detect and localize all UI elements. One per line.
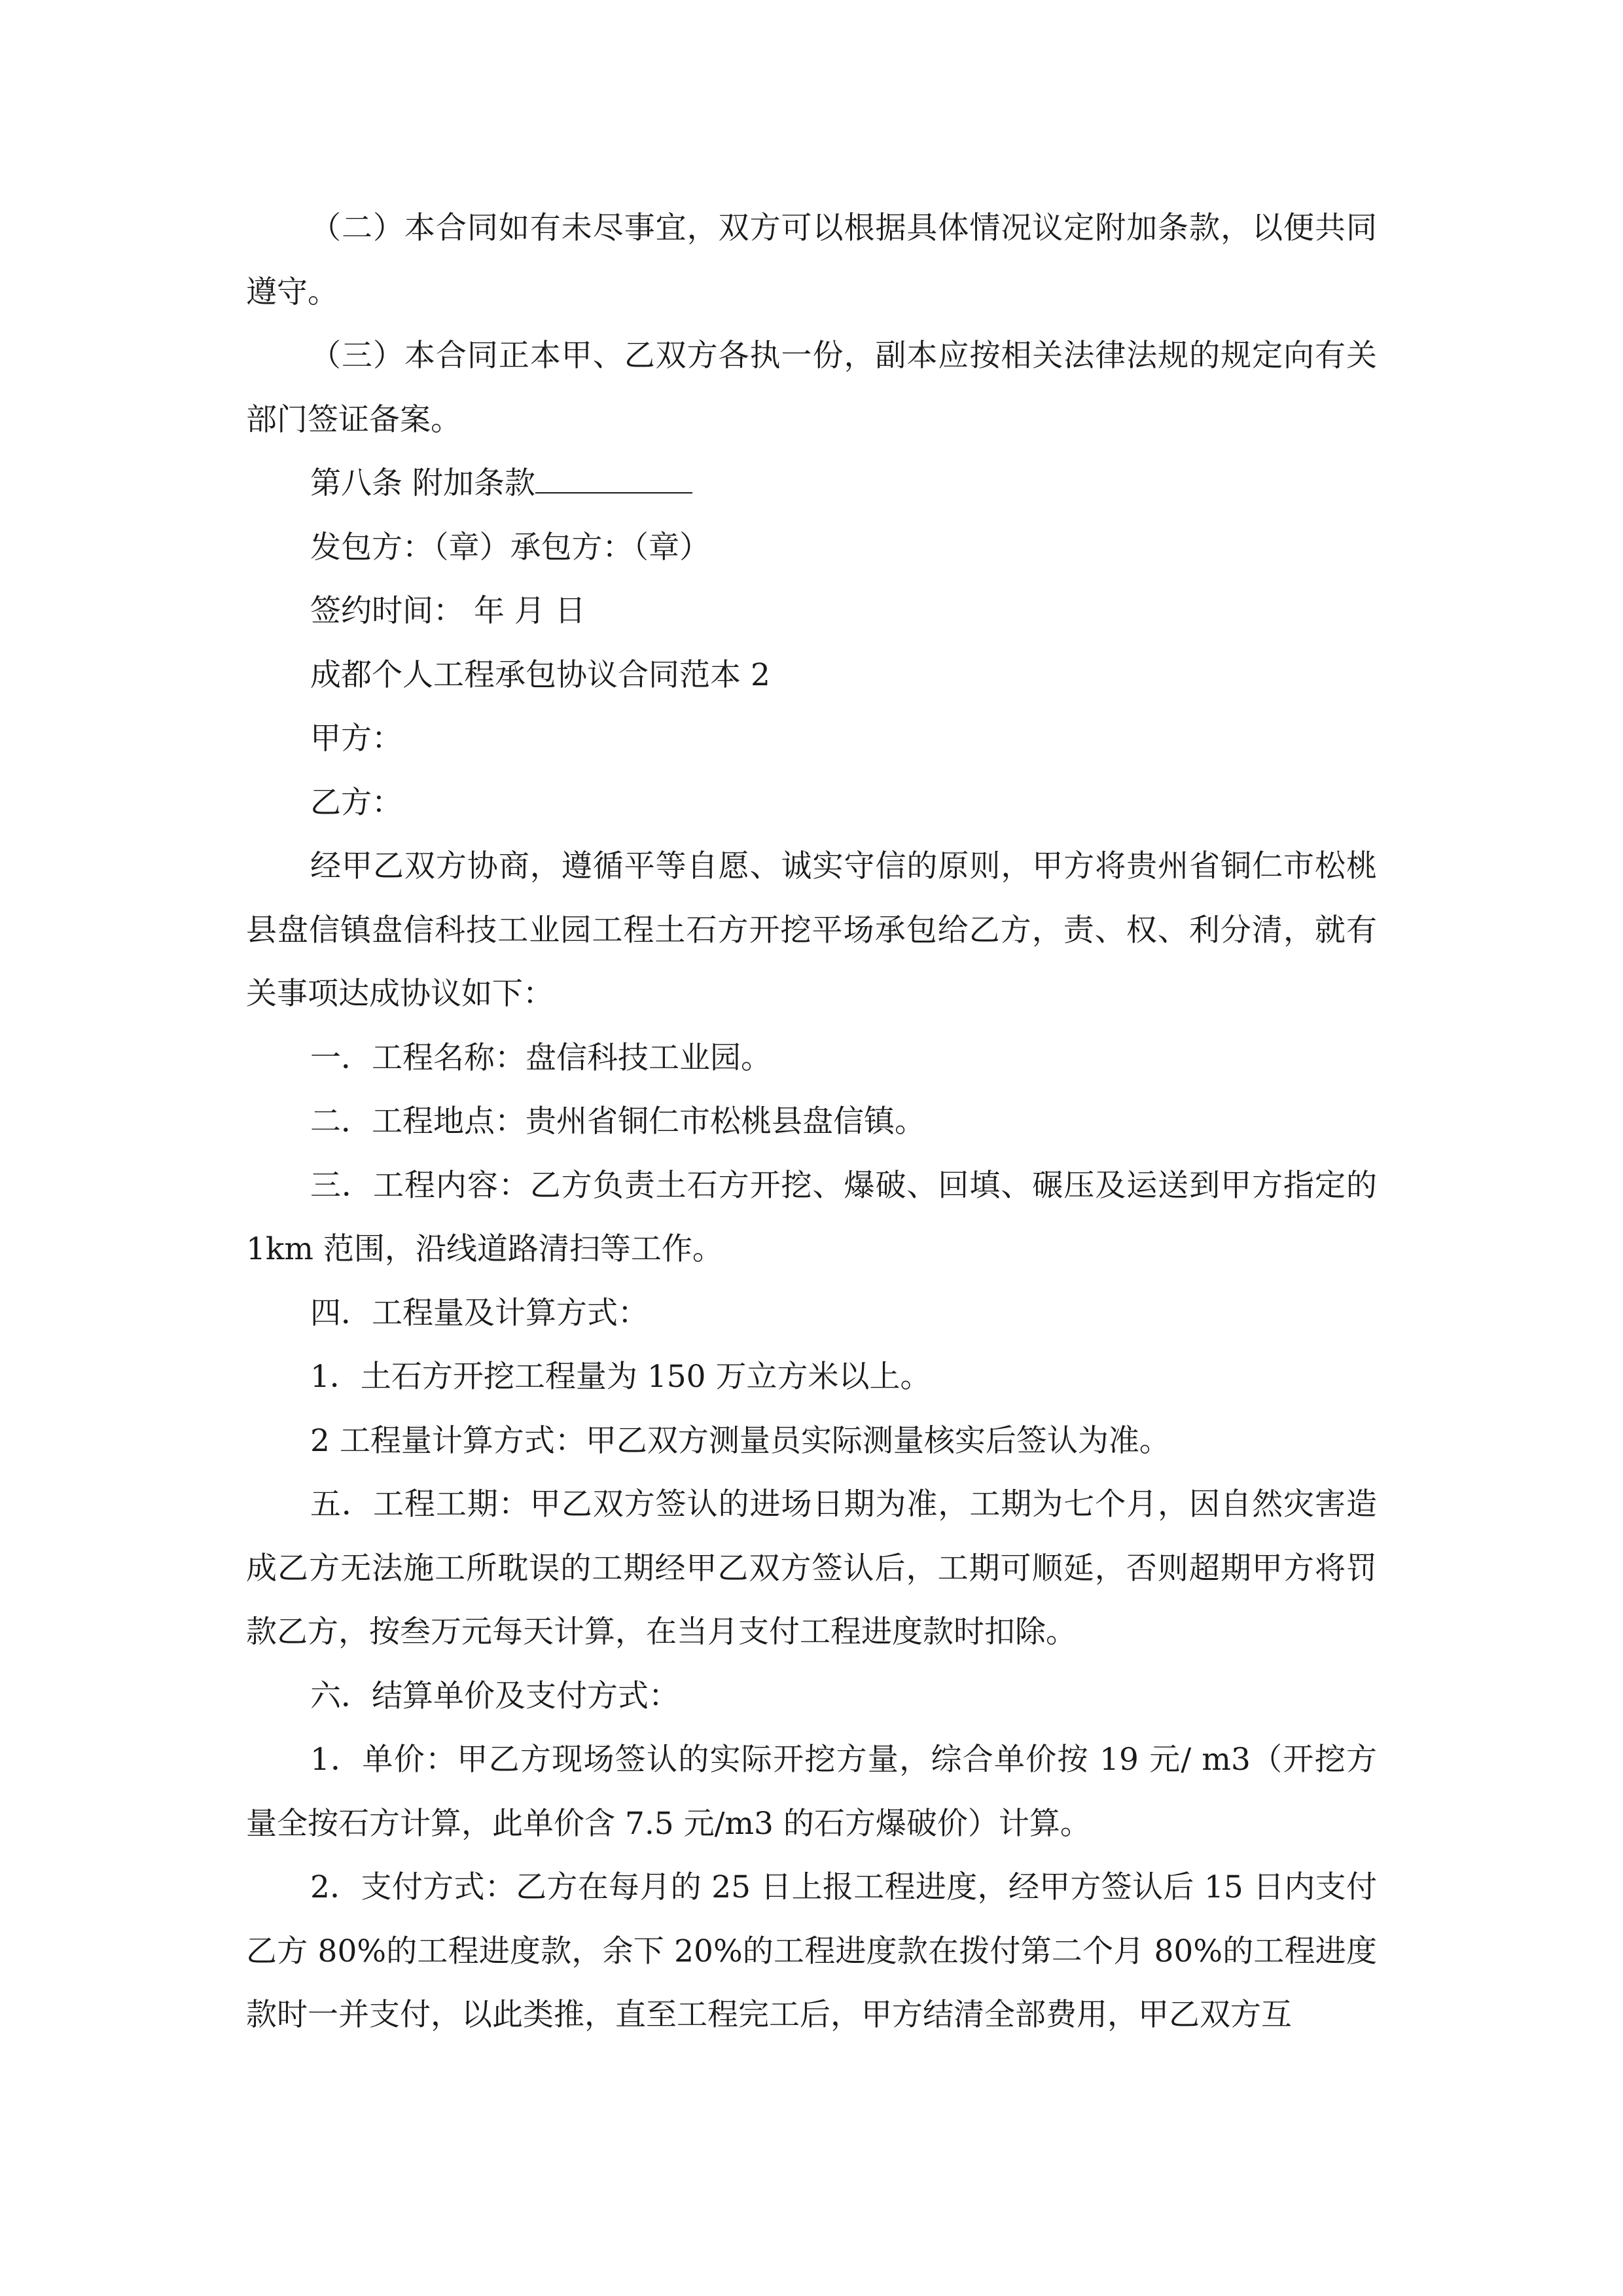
clause-quantity-2: 2 工程量计算方式：甲乙双方测量员实际测量核实后签认为准。 — [310, 1422, 1170, 1459]
article-eight-label: 第八条 附加条款 — [310, 465, 535, 501]
clause-quantity-heading: 四．工程量及计算方式： — [310, 1295, 649, 1331]
clause-unit-price: 1．单价：甲乙方现场签认的实际开挖方量，综合单价按 19 元/ m3（开挖方量全按石方计算，此单价含 7.5 元/m3 的石方爆破价）计算。 — [246, 1742, 1377, 1842]
paragraph-supplementary-terms: （二）本合同如有未尽事宜，双方可以根据具体情况议定附加条款，以便共同遵守。 — [246, 210, 1377, 310]
clause-project-location: 二．工程地点：贵州省铜仁市松桃县盘信镇。 — [310, 1103, 925, 1139]
paragraph-sign-date: 签约时间： 年 月 日 — [310, 593, 586, 629]
party-b-line: 乙方： — [310, 784, 402, 821]
party-a-line: 甲方： — [310, 721, 402, 757]
paragraph-copies: （三）本合同正本甲、乙双方各执一份，副本应按相关法律法规的规定向有关部门签证备案。 — [246, 338, 1377, 438]
clause-quantity-1: 1．土石方开挖工程量为 150 万立方米以上。 — [310, 1359, 931, 1395]
paragraph-parties-seal: 发包方：（章）承包方：（章） — [310, 529, 710, 565]
paragraph-article-eight — [246, 452, 1377, 516]
paragraph-preamble: 经甲乙双方协商，遵循平等自愿、诚实守信的原则，甲方将贵州省铜仁市松桃县盘信镇盘信科技工业园工程土石方开挖平场承包给乙方，责、权、利分清，就有关事项达成协议如下： — [246, 848, 1377, 1012]
fill-in-blank — [535, 466, 692, 493]
clause-payment-heading: 六．结算单价及支付方式： — [310, 1677, 679, 1714]
document-body — [246, 196, 1377, 2047]
clause-payment-method: 2．支付方式：乙方在每月的 25 日上报工程进度，经甲方签认后 15 日内支付乙方 80%的工程进度款，余下 20%的工程进度款在拨付第二个月 80%的工程进度款时一并支付，以此类推，直至工程完工后，甲方结清全部费用，甲乙双方互 — [246, 1869, 1377, 2033]
clause-project-content: 三．工程内容：乙方负责土石方开挖、爆破、回填、碾压及运送到甲方指定的 1km 范围，沿线道路清扫等工作。 — [246, 1167, 1377, 1267]
clause-project-name: 一．工程名称：盘信科技工业园。 — [310, 1039, 772, 1076]
clause-schedule: 五．工程工期：甲乙双方签认的进场日期为准，工期为七个月，因自然灾害造成乙方无法施工所耽误的工期经甲乙双方签认后，工期可顺延，否则超期甲方将罚款乙方，按叁万元每天计算，在当月支付工程进度款时扣除。 — [246, 1486, 1377, 1650]
section-title: 成都个人工程承包协议合同范本 2 — [310, 656, 770, 693]
